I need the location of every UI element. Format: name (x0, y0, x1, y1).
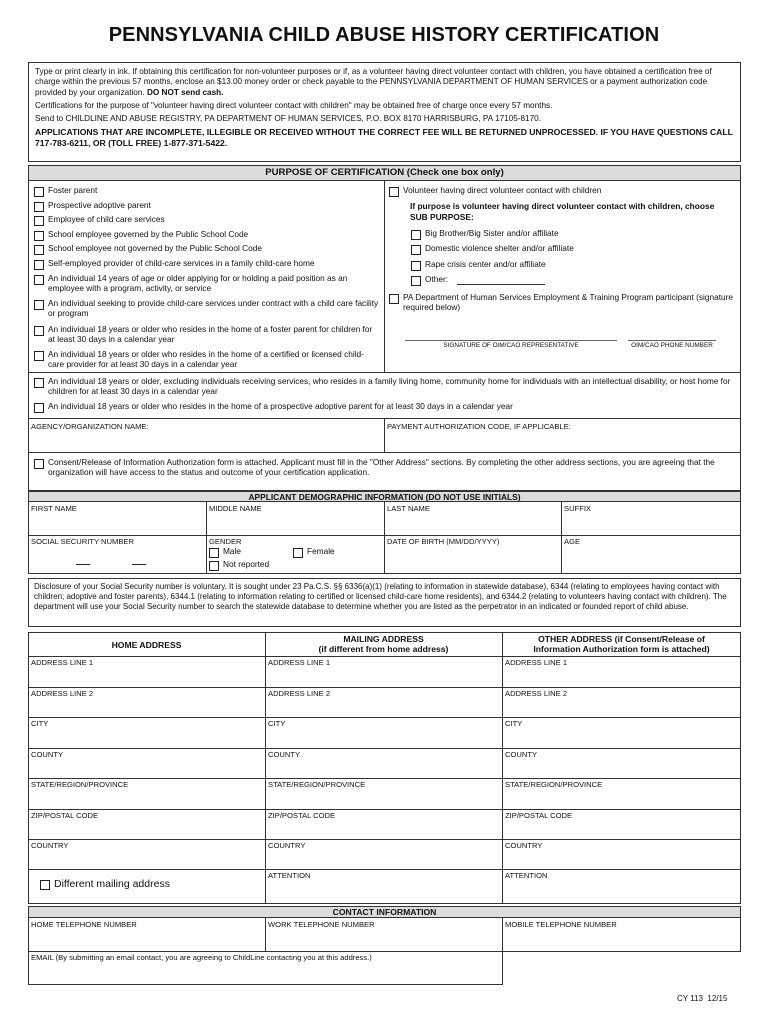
home-city-label: CITY (31, 719, 49, 728)
option-school-employee-governed[interactable]: School employee governed by the Public School Code (34, 230, 379, 241)
age-label: AGE (564, 537, 581, 546)
other-address-header: OTHER ADDRESS (if Consent/Release of Information Authorization form is attached) (533, 634, 710, 655)
divider (28, 748, 741, 749)
other-fill-line[interactable] (457, 284, 545, 285)
mailing-address-line1-label: ADDRESS LINE 1 (268, 658, 331, 667)
checkbox[interactable] (209, 548, 219, 558)
checkbox[interactable] (34, 300, 44, 310)
sub-purpose-note: If purpose is volunteer having direct volunteer contact with children, choose SUB PURPOSE: (410, 201, 715, 222)
instructions-paragraph-2: Certifications for the purpose of "volunteer having direct volunteer contact with children" may be obtained free of charge once every 57 months. (35, 100, 553, 110)
dob-label: DATE OF BIRTH (MM/DD/YYYY) (387, 537, 500, 546)
agency-divider (384, 419, 385, 452)
divider (28, 687, 741, 688)
divider (28, 717, 741, 718)
gender-female-option[interactable]: Female (293, 547, 335, 558)
other-address-line2-label: ADDRESS LINE 2 (505, 689, 568, 698)
checkbox[interactable] (34, 260, 44, 270)
gender-male-option[interactable]: Male (209, 547, 241, 558)
mailing-county-label: COUNTY (268, 750, 301, 759)
checkbox[interactable] (34, 378, 44, 388)
checkbox[interactable] (209, 561, 219, 571)
option-resides-child-care-provider[interactable]: An individual 18 years or older who resides in the home of a certified or licensed child-care provider for at least 30 days in a calendar year (34, 350, 379, 370)
mailing-state-label: STATE/REGION/PROVINCE (268, 780, 366, 789)
instructions-box (28, 62, 741, 162)
home-address-line2-label: ADDRESS LINE 2 (31, 689, 94, 698)
home-address-header: HOME ADDRESS (111, 640, 182, 650)
first-name-field[interactable] (31, 516, 203, 532)
checkbox[interactable] (34, 216, 44, 226)
instructions-paragraph-1: Type or print clearly in ink. If obtaining this certification for non-volunteer purposes or if, as a volunteer having direct volunteer contact with children, you have obtained a certification free of charge within the previous 57 months, enclose an $13.00 money order or check payable to the PENNSYLVANIA DEPARTMENT OF HUMAN SERVICES or a payment authorization code provided by your organization. DO NOT send cash. (35, 67, 712, 97)
option-prospective-adoptive-parent[interactable]: Prospective adoptive parent (34, 201, 379, 212)
home-county-label: COUNTY (31, 750, 64, 759)
payment-code-field[interactable] (387, 433, 737, 449)
checkbox[interactable] (34, 351, 44, 361)
divider (28, 778, 741, 779)
other-attention-label: ATTENTION (505, 871, 548, 880)
work-phone-label: WORK TELEPHONE NUMBER (268, 920, 375, 929)
checkbox[interactable] (389, 187, 399, 197)
purpose-column-divider (384, 181, 385, 372)
mailing-address-header: MAILING ADDRESS (if different from home address) (318, 634, 449, 655)
mobile-phone-label: MOBILE TELEPHONE NUMBER (505, 920, 617, 929)
divider (265, 632, 266, 904)
last-name-field[interactable] (387, 516, 559, 532)
signature-label: SIGNATURE OF OIM/CAO REPRESENTATIVE (443, 342, 579, 349)
checkbox[interactable] (34, 202, 44, 212)
checkbox[interactable] (34, 403, 44, 413)
mailing-address-line2-label: ADDRESS LINE 2 (268, 689, 331, 698)
checkbox[interactable] (293, 548, 303, 558)
different-mailing-address-option[interactable]: Different mailing address (40, 878, 170, 891)
option-resides-foster-home[interactable]: An individual 18 years or older who resides in the home of a foster parent for children for at least 30 days in a calendar year (34, 325, 379, 345)
divider (502, 632, 503, 904)
phone-label: OIM/CAO PHONE NUMBER (631, 342, 713, 349)
signature-line[interactable] (405, 340, 617, 341)
option-individual-14-paid-position[interactable]: An individual 14 years of age or older applying for or holding a paid position as an employee with a program, activity, or service (34, 274, 354, 294)
other-zip-label: ZIP/POSTAL CODE (505, 811, 573, 820)
sub-option-other[interactable]: Other: (411, 275, 731, 286)
option-volunteer[interactable]: Volunteer having direct volunteer contact with children (389, 186, 734, 197)
demographic-section-header: APPLICANT DEMOGRAPHIC INFORMATION (DO NOT USE INITIALS) (28, 491, 741, 502)
checkbox[interactable] (40, 880, 50, 890)
mailing-attention-label: ATTENTION (268, 871, 311, 880)
payment-code-label: PAYMENT AUTHORIZATION CODE, IF APPLICABLE: (387, 422, 571, 431)
checkbox[interactable] (34, 245, 44, 255)
ssn-label: SOCIAL SECURITY NUMBER (31, 537, 134, 546)
divider (28, 452, 741, 453)
agency-name-label: AGENCY/ORGANIZATION NAME: (31, 422, 149, 431)
home-state-label: STATE/REGION/PROVINCE (31, 780, 129, 789)
option-resides-prospective-adoptive-home[interactable]: An individual 18 years or older who resides in the home of a prospective adoptive parent for at least 30 days in a calendar year (34, 402, 734, 413)
middle-name-field[interactable] (209, 516, 381, 532)
other-state-label: STATE/REGION/PROVINCE (505, 780, 603, 789)
sub-option-big-brother[interactable]: Big Brother/Big Sister and/or affiliate (411, 229, 731, 240)
first-name-label: FIRST NAME (31, 504, 77, 513)
address-table (28, 632, 741, 904)
sub-option-domestic-violence[interactable]: Domestic violence shelter and/or affiliate (411, 244, 731, 255)
option-child-care-employee[interactable]: Employee of child care services (34, 215, 379, 226)
suffix-field[interactable] (564, 516, 738, 532)
home-address-line1-label: ADDRESS LINE 1 (31, 658, 94, 667)
email-field[interactable] (31, 965, 499, 981)
email-label: EMAIL (By submitting an email contact, you are agreeing to ChildLine contacting you at this address.) (31, 953, 372, 962)
middle-name-label: MIDDLE NAME (209, 504, 262, 513)
checkbox[interactable] (411, 276, 421, 286)
sub-option-rape-crisis[interactable]: Rape crisis center and/or affiliate (411, 260, 731, 271)
home-country-label: COUNTRY (31, 841, 69, 850)
divider (28, 839, 741, 840)
page-title: PENNSYLVANIA CHILD ABUSE HISTORY CERTIFICATION (108, 24, 660, 46)
checkbox[interactable] (34, 231, 44, 241)
option-school-employee-not-governed[interactable]: School employee not governed by the Public School Code (34, 244, 379, 255)
suffix-label: SUFFIX (564, 504, 592, 513)
age-field[interactable] (564, 552, 738, 570)
last-name-label: LAST NAME (387, 504, 430, 513)
instructions-warning: APPLICATIONS THAT ARE INCOMPLETE, ILLEGIBLE OR RECEIVED WITHOUT THE CORRECT FEE WILL BE RETURNED UNPROCESSED. IF YOU HAVE QUESTIONS CALL 717-783-6211, OR (TOLL FREE) 1-877-371-5422. (35, 127, 733, 148)
ssn-field[interactable] (31, 552, 203, 570)
gender-not-reported-option[interactable]: Not reported (209, 560, 269, 571)
home-phone-field[interactable] (31, 932, 262, 948)
instructions-paragraph-3: Send to CHILDLINE AND ABUSE REGISTRY, PA DEPARTMENT OF HUMAN SERVICES, P.O. BOX 8170 HARRISBURG, PA 17105-8170. (35, 114, 541, 123)
purpose-section-header: PURPOSE OF CERTIFICATION (Check one box only) (28, 165, 741, 181)
checkbox[interactable] (411, 230, 421, 240)
other-country-label: COUNTRY (505, 841, 543, 850)
divider (28, 809, 741, 810)
mobile-phone-field[interactable] (505, 932, 738, 948)
option-resides-family-living-home[interactable]: An individual 18 years or older, excluding individuals receiving services, who resides in a family living home, community home for individuals with an intellectual disability, or host home for children for at least 30 days in a calendar year (34, 377, 734, 397)
divider (384, 502, 385, 574)
checkbox[interactable] (34, 187, 44, 197)
divider (265, 918, 266, 952)
agency-name-field[interactable] (31, 433, 379, 449)
option-child-care-contract[interactable]: An individual seeking to provide child-care services under contract with a child care facility or program (34, 299, 379, 319)
divider (28, 656, 741, 657)
option-self-employed-provider[interactable]: Self-employed provider of child-care services in a family child-care home (34, 259, 379, 270)
mailing-country-label: COUNTRY (268, 841, 306, 850)
other-address-line1-label: ADDRESS LINE 1 (505, 658, 568, 667)
other-county-label: COUNTY (505, 750, 538, 759)
option-consent-release-attached[interactable]: Consent/Release of Information Authorization form is attached. Applicant must fill in the "Other Address" sections. By completing the other address sections, you are agreeing that the organization will have access to the status and outcome of your certification application. (34, 458, 734, 478)
form-code: CY 113 12/15 (677, 994, 728, 1003)
home-zip-label: ZIP/POSTAL CODE (31, 811, 99, 820)
gender-label: GENDER (209, 537, 242, 546)
contact-section-header: CONTACT INFORMATION (28, 906, 741, 918)
divider (502, 918, 503, 952)
checkbox[interactable] (411, 245, 421, 255)
mailing-city-label: CITY (268, 719, 286, 728)
work-phone-field[interactable] (268, 932, 499, 948)
checkbox[interactable] (34, 326, 44, 336)
mailing-zip-label: ZIP/POSTAL CODE (268, 811, 336, 820)
phone-line[interactable] (628, 340, 716, 341)
divider (206, 502, 207, 574)
dob-field[interactable] (387, 552, 559, 570)
checkbox[interactable] (34, 459, 44, 469)
checkbox[interactable] (389, 294, 399, 304)
option-foster-parent[interactable]: Foster parent (34, 186, 379, 197)
divider (28, 869, 741, 870)
home-phone-label: HOME TELEPHONE NUMBER (31, 920, 137, 929)
other-city-label: CITY (505, 719, 523, 728)
option-pa-dhs-employment-training[interactable]: PA Department of Human Services Employment & Training Program participant (signature required below) (389, 293, 734, 313)
checkbox[interactable] (411, 261, 421, 271)
divider (561, 502, 562, 574)
checkbox[interactable] (34, 275, 44, 285)
divider (28, 372, 741, 373)
ssn-disclosure: Disclosure of your Social Security number is voluntary. It is sought under 23 Pa.C.S. §§ 6336(a)(1) (relating to information in statewide database), 6344 (relating to employees having contact with children; adoptive and foster parents), 6344.1 (relating to information relating to certified or licensed child-care home residents), and 6344.2 (relating to volunteers having contact with children). The department will use your Social Security number to search the statewide database to determine whether you are listed as the perpetrator in an indicated or founded report of child abuse. (28, 578, 741, 627)
